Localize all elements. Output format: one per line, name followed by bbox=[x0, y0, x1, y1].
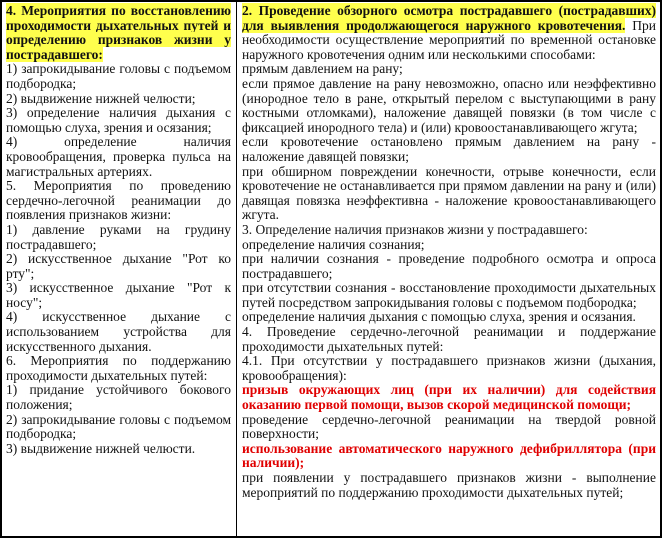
table-border-top bbox=[0, 0, 662, 2]
list-item: 1) запрокидывание головы с подъемом подбородка; bbox=[6, 61, 231, 91]
list-item: 3) искусственное дыхание "Рот к носу"; bbox=[6, 280, 231, 310]
right-heading-tail: При необходимости осуществление мероприятий по временной остановке наружного кровотечения одним или несколькими способами: bbox=[242, 17, 656, 62]
list-item: если прямое давление на рану невозможно, опасно или неэффективно (инородное тело в ране, открытый перелом с выступающими в рану костными отломками), наложение давящей повязки (в том числе с фиксацией инородного тела) и (или) кровоостанавливающего жгута; bbox=[242, 75, 656, 135]
list-item: если кровотечение остановлено прямым давлением на рану - наложение давящей повязки; bbox=[242, 134, 656, 164]
section-heading: 4. Проведение сердечно-легочной реанимации и поддержание проходимости дыхательных путей: bbox=[242, 324, 656, 354]
table-border-left bbox=[0, 0, 2, 538]
list-item: 3) выдвижение нижней челюсти. bbox=[6, 440, 196, 456]
list-item: при обширном повреждении конечности, отрыве конечности, если кровотечение не останавливается при прямом давлении на рану и (или) давящая повязка неэффективна - наложение кровоостанавливающего жгута. bbox=[242, 163, 656, 223]
highlighted-red-item: призыв окружающих лиц (при их наличии) для содействия оказанию первой помощи, вызов скорой медицинской помощи; bbox=[242, 382, 656, 413]
list-item: 4.1. При отсутствии у пострадавшего признаков жизни (дыхания, кровообращения): bbox=[242, 353, 656, 383]
list-item: при появлении у пострадавшего признаков жизни - выполнение мероприятий по поддержанию проходимости дыхательных путей; bbox=[242, 470, 656, 500]
section-heading: 5. Мероприятия по проведению сердечно-легочной реанимации до появления признаков жизни: bbox=[6, 178, 231, 223]
list-item: 1) давление руками на грудину пострадавшего; bbox=[6, 221, 231, 252]
right-heading: 2. Проведение обзорного осмотра пострадавшего (пострадавших) для выявления продолжающегося наружного кровотечения. bbox=[242, 3, 656, 33]
list-item: определение наличия дыхания с помощью слуха, зрения и осязания. bbox=[242, 309, 636, 325]
list-item: 2) запрокидывание головы с подъемом подбородка; bbox=[6, 411, 231, 442]
column-divider bbox=[236, 0, 237, 538]
section-heading: 6. Мероприятия по поддержанию проходимости дыхательных путей: bbox=[6, 353, 231, 383]
list-item: прямым давлением на рану; bbox=[242, 61, 403, 77]
section-heading: 3. Определение наличия признаков жизни у пострадавшего: bbox=[242, 221, 588, 237]
list-item: 4) определение наличия кровообращения, проверка пульса на магистральных артериях. bbox=[6, 134, 231, 179]
right-column bbox=[242, 4, 656, 500]
list-item: 4) искусственное дыхание с использованием устройства для искусственного дыхания. bbox=[6, 309, 231, 354]
list-item: при отсутствии сознания - восстановление проходимости дыхательных путей посредством запрокидывания головы с подъемом подбородка; bbox=[242, 280, 656, 310]
highlighted-red-item: использование автоматического наружного дефибриллятора (при наличии); bbox=[242, 440, 656, 471]
list-item: при наличии сознания - проведение подробного осмотра и опроса пострадавшего; bbox=[242, 251, 656, 281]
list-item: 3) определение наличия дыхания с помощью слуха, зрения и осязания; bbox=[6, 105, 231, 135]
list-item: 2) искусственное дыхание "Рот ко рту"; bbox=[6, 251, 231, 281]
list-item: 1) придание устойчивого бокового положения; bbox=[6, 382, 231, 413]
list-item: 2) выдвижение нижней челюсти; bbox=[6, 90, 196, 106]
list-item: определение наличия сознания; bbox=[242, 236, 425, 252]
left-heading: 4. Мероприятия по восстановлению проходимости дыхательных путей и определению признаков жизни у пострадавшего: bbox=[6, 3, 231, 62]
left-column bbox=[6, 4, 231, 456]
list-item: проведение сердечно-легочной реанимации на твердой ровной поверхности; bbox=[242, 411, 656, 442]
